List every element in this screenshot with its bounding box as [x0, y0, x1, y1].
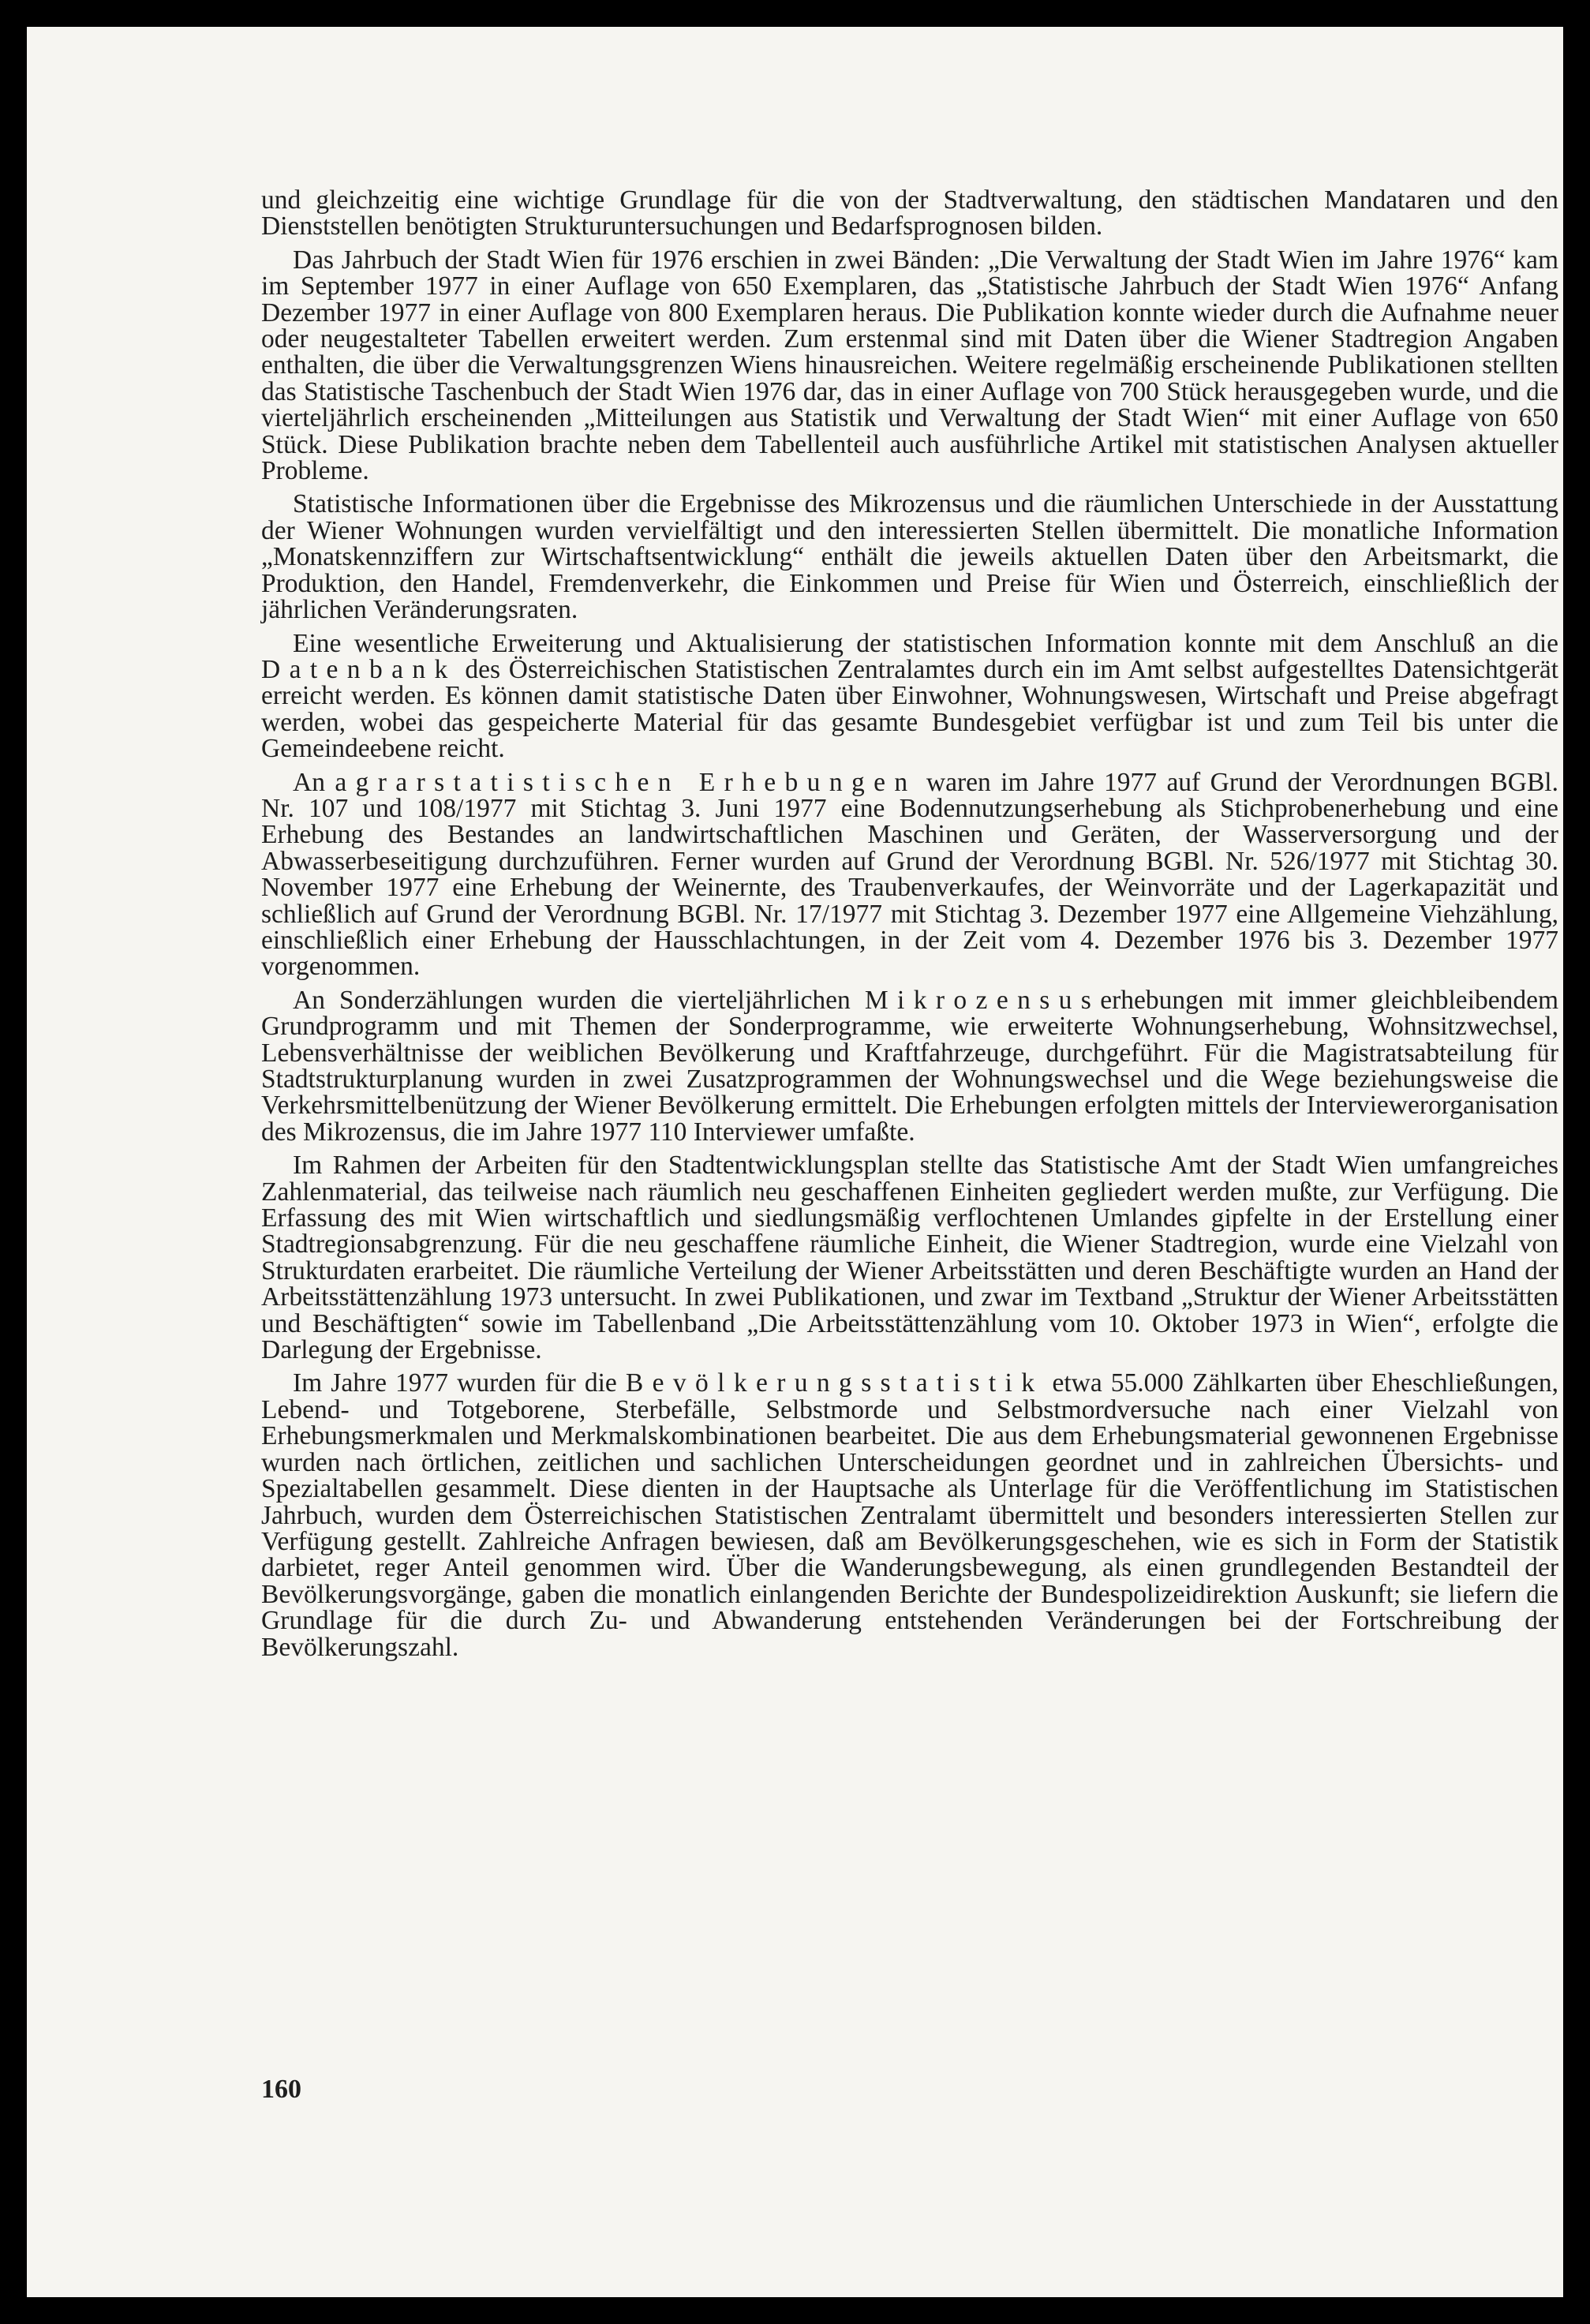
spaced-term: agrarstatistischen Erhebungen [335, 767, 917, 797]
paragraph-1: und gleichzeitig eine wichtige Grundlage für die von der Stadtverwaltung, den städtischen Mandataren und den Dienststellen benötigten Strukturuntersuchungen und Bedarfsprognosen bilden. [261, 185, 1558, 241]
document-page [27, 27, 1563, 2297]
paragraph-7: Im Rahmen der Arbeiten für den Stadtentwicklungsplan stellte das Statistische Amt der Stadt Wien umfangreiches Zahlenmaterial, das teilweise nach räumlich neu geschaffenen Einheiten gegliedert werden mußte, zur Verfügung. Die Erfassung des mit Wien wirtschaftlich und siedlungsmäßig verflochtenen Umlandes gipfelte in der Erstellung einer Stadtregionsabgrenzung. Für die neu geschaffene räumliche Einheit, die Wiener Stadtregion, wurde eine Vielzahl von Strukturdaten erarbeitet. Die räumliche Verteilung der Wiener Arbeitsstätten und deren Beschäftigte wurden an Hand der Arbeitsstättenzählung 1973 untersucht. In zwei Publikationen, und zwar im Textband „Struktur der Wiener Arbeitsstätten und Beschäftigten“ sowie im Tabellenband „Die Arbeitsstättenzählung vom 10. Oktober 1973 in Wien“, erfolgte die Darlegung der Ergebnisse. [261, 1151, 1558, 1365]
paragraph-2: Das Jahrbuch der Stadt Wien für 1976 erschien in zwei Bänden: „Die Verwaltung der Stadt Wien im Jahre 1976“ kam im September 1977 in einer Auflage von 650 Exemplaren, das „Statistische Jahrbuch der Stadt Wien 1976“ Anfang Dezember 1977 in einer Auflage von 800 Exemplaren heraus. Die Publikation konnte wieder durch die Aufnahme neuer oder neugestalteter Tabellen erweitert werden. Zum erstenmal sind mit Daten über die Wiener Stadtregion Angaben enthalten, die über die Verwaltungsgrenzen Wiens hinausreichen. Weitere regelmäßig erscheinende Publikationen stellten das Statistische Taschenbuch der Stadt Wien 1976 dar, das in einer Auflage von 700 Stück herausgegeben wurde, und die vierteljährlich erscheinenden „Mitteilungen aus Statistik und Verwaltung der Stadt Wien“ mit einer Auflage von 650 Stück. Diese Publikation brachte neben dem Tabellenteil auch ausführliche Artikel mit statistischen Analysen aktueller Probleme. [261, 245, 1558, 486]
page-number: 160 [261, 2075, 301, 2104]
spaced-term: Mikrozensus [864, 985, 1101, 1015]
spaced-term: Datenbank [261, 654, 457, 684]
paragraph-6: An Sonderzählungen wurden die vierteljährlichen Mikrozensuserhebungen mit immer gleichbleibendem Grundprogramm und mit Themen der Sonderprogramme, wie erweiterte Wohnungserhebung, Wohnsitzwechsel, Lebensverhältnisse der weiblichen Bevölkerung und Kraftfahrzeuge, durchgeführt. Für die Magistratsabteilung für Stadtstrukturplanung wurden in zwei Zusatzprogrammen der Wohnungswechsel und die Wege beziehungsweise die Verkehrsmittelbenützung der Wiener Bevölkerung ermittelt. Die Erhebungen erfolgten mittels der Interviewerorganisation des Mikrozensus, die im Jahre 1977 110 Interviewer umfaßte. [261, 985, 1559, 1147]
spaced-term: Bevölkerungsstatistik [625, 1368, 1044, 1398]
paragraph-5: An agrarstatistischen Erhebungen waren im Jahre 1977 auf Grund der Verordnungen BGBl. Nr. 107 und 108/1977 mit Stichtag 3. Juni 1977 eine Bodennutzungserhebung als Stichprobenerhebung und eine Erhebung des Bestandes an landwirtschaftlichen Maschinen und Geräten, der Wasserversorgung und der Abwasserbeseitigung durchzuführen. Ferner wurden auf Grund der Verordnung BGBl. Nr. 526/1977 mit Stichtag 30. November 1977 eine Erhebung der Weinernte, des Traubenverkaufes, der Weinvorräte und der Lagerkapazität und schließlich auf Grund der Verordnung BGBl. Nr. 17/1977 mit Stichtag 3. Dezember 1977 eine Allgemeine Viehzählung, einschließlich einer Erhebung der Hausschlachtungen, in der Zeit vom 4. Dezember 1976 bis 3. Dezember 1977 vorgenommen. [261, 767, 1558, 982]
paragraph-8: Im Jahre 1977 wurden für die Bevölkerungsstatistik etwa 55.000 Zählkarten über Eheschließungen, Lebend- und Totgeborene, Sterbefälle, Selbstmorde und Selbstmordversuche nach einer Vielzahl von Erhebungsmerkmalen und Merkmalskombinationen bearbeitet. Die aus dem Erhebungsmaterial gewonnenen Ergebnisse wurden nach örtlichen, zeitlichen und sachlichen Unterscheidungen geordnet und in zahlreichen Übersichts- und Spezialtabellen gesammelt. Diese dienten in der Hauptsache als Unterlage für die Veröffentlichung im Statistischen Jahrbuch, wurden dem Österreichischen Statistischen Zentralamt übermittelt und besonders interessierten Stellen zur Verfügung gestellt. Zahlreiche Anfragen bewiesen, daß am Bevölkerungsgeschehen, wie es sich in Form der Statistik darbietet, reger Anteil genommen wird. Über die Wanderungsbewegung, als einen grundlegenden Bestandteil der Bevölkerungsvorgänge, gaben die monatlich einlangenden Berichte der Bundespolizeidirektion Auskunft; sie liefern die Grundlage für die durch Zu- und Abwanderung entstehenden Veränderungen bei der Fortschreibung der Bevölkerungszahl. [261, 1368, 1558, 1662]
paragraph-3: Statistische Informationen über die Ergebnisse des Mikrozensus und die räumlichen Unterschiede in der Ausstattung der Wiener Wohnungen wurden vervielfältigt und den interessierten Stellen übermittelt. Die monatliche Information „Monatskennziffern zur Wirtschaftsentwicklung“ enthält die jeweils aktuellen Daten über den Arbeitsmarkt, die Produktion, den Handel, Fremdenverkehr, die Einkommen und Preise für Wien und Österreich, einschließlich der jährlichen Veränderungsraten. [261, 489, 1558, 625]
body-text [261, 187, 1558, 1660]
paragraph-4: Eine wesentliche Erweiterung und Aktualisierung der statistischen Information konnte mit dem Anschluß an die Datenbank des Österreichischen Statistischen Zentralamtes durch ein im Amt selbst aufgestelltes Datensichtgerät erreicht werden. Es können damit statistische Daten über Einwohner, Wohnungswesen, Wirtschaft und Preise abgefragt werden, wobei das gespeicherte Material für das gesamte Bundesgebiet verfügbar ist und zum Teil bis unter die Gemeindeebene reicht. [261, 628, 1558, 764]
